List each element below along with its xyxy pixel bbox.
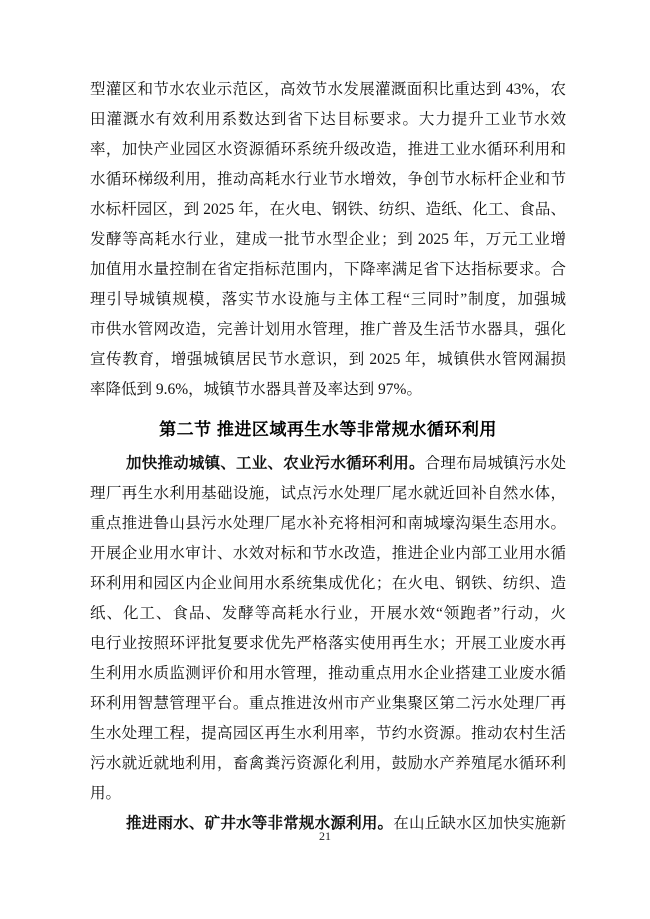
text-line: 水循环梯级利用，推动高耗水行业节水增效，争创节水标杆企业和节 [90,171,566,188]
text-line: 开展企业用水审计、水效对标和节水改造，推进企业内部工业用水循 [90,545,566,562]
text-line [90,449,566,479]
text-line: 纸、化工、食品、发酵等高耗水行业，开展水效“领跑者”行动，火 [90,605,566,622]
page-body [90,75,566,839]
text-line: 污水就近就地利用，畜禽粪污资源化利用，鼓励水产养殖尾水循环利 [90,755,566,772]
text-line: 电行业按照环评批复要求优先严格落实使用再生水；开展工业废水再 [90,635,566,652]
text-line: 率降低到 9.6%，城镇节水器具普及率达到 97%。 [90,381,422,398]
text-line: 水标杆园区，到 2025 年，在火电、钢铁、纺织、造纸、化工、食品、 [90,201,566,218]
line-text: 合理布局城镇污水处 [424,455,566,472]
page-number: 21 [319,829,331,843]
text-line: 宣传教育，增强城镇居民节水意识，到 2025 年，城镇供水管网漏损 [90,351,566,368]
line-text: 在山丘缺水区加快实施新 [393,815,566,832]
text-line: 生水处理工程，提高园区再生水利用率，节约水资源。推动农村生活 [90,725,566,742]
paragraph [90,449,566,809]
text-line: 生利用水质监测评价和用水管理，推动重点用水企业搭建工业废水循 [90,665,566,682]
text-line: 理引导城镇规模，落实节水设施与主体工程“三同时”制度，加强城 [90,291,566,308]
text-line: 率，加快产业园区水资源循环系统升级改造，推进工业水循环利用和 [90,141,566,158]
text-line: 环利用和园区内企业间用水系统集成优化；在火电、钢铁、纺织、造 [90,575,566,592]
text-line: 市供水管网改造，完善计划用水管理，推广普及生活节水器具，强化 [90,321,566,338]
bold-lead-text: 加快推动城镇、工业、农业污水循环利用。 [126,455,425,472]
text-line: 发酵等高耗水行业，建成一批节水型企业；到 2025 年，万元工业增 [90,231,566,248]
paragraph [90,75,566,405]
text-line: 环利用智慧管理平台。重点推进汝州市产业集聚区第二污水处理厂再 [90,695,566,712]
text-line: 理厂再生水利用基础设施，试点污水处理厂尾水就近回补自然水体， [90,485,566,502]
bold-lead-text: 推进雨水、矿井水等非常规水源利用。 [126,815,394,832]
text-line: 重点推进鲁山县污水处理厂尾水补充将相河和南城壕沟渠生态用水。 [90,515,566,532]
text-line: 用。 [90,785,122,802]
text-line: 田灌溉水有效利用系数达到省下达目标要求。大力提升工业节水效 [90,111,566,128]
text-line: 型灌区和节水农业示范区，高效节水发展灌溉面积比重达到 43%，农 [90,81,566,98]
section-heading: 第二节 推进区域再生水等非常规水循环利用 [159,420,497,439]
text-line: 加值用水量控制在省定指标范围内，下降率满足省下达指标要求。合 [90,261,566,278]
